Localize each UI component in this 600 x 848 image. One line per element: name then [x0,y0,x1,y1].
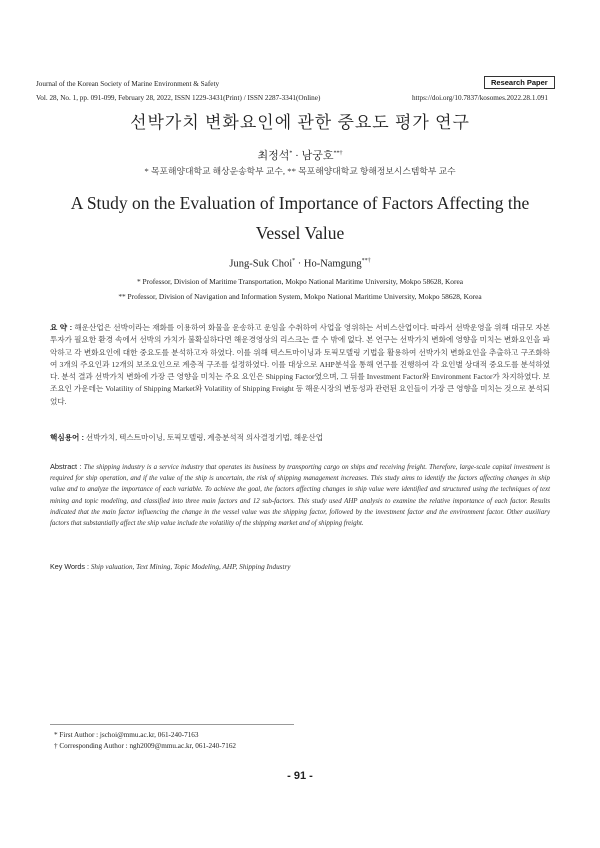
footnote-corresponding-author [54,742,236,750]
korean-summary [50,322,550,408]
english-title-line-1: A Study on the Evaluation of Importance of Factors Affecting the [70,193,530,213]
english-keywords-text: Ship valuation, Text Mining, Topic Modeling, AHP, Shipping Industry [89,563,291,571]
korean-author-2-mark: **† [333,150,343,157]
english-author-1: Jung-Suk Choi [229,258,293,270]
korean-summary-label: 요 약 : [50,323,73,332]
doi-link[interactable]: https://doi.org/10.7837/kosomes.2022.28.1.091 [411,94,548,102]
footnote-first-text: First Author : jschoi@mmu.ac.kr, 061-240-7163 [57,731,199,739]
english-author-1-mark: * [292,258,296,264]
abstract-label: Abstract : [50,462,82,471]
korean-keywords-text: 선박가치, 텍스트마이닝, 토픽모델링, 계층분석적 의사결정기법, 해운산업 [83,433,324,442]
article-type-badge: Research Paper [484,76,555,89]
journal-name: Journal of the Korean Society of Marine Environment & Safety [36,80,220,88]
english-author-2-mark: **† [361,258,371,264]
footnote-first-author [54,731,198,739]
korean-keywords [50,432,550,444]
page-number: - 91 - [287,770,313,782]
english-authors [0,258,600,270]
footnote-first-mark: * [54,731,58,739]
abstract-text: The shipping industry is a service industry that operates its business by transporting cargo on ships and receiving freight. Therefore, large-scale capital investment is required for ship operation, and if the value of the ship is uncertain, the risk of shipping management increases. This study aims to identify the factors affecting changes in ship value and to analyze the importance of each variable. To achieve the goal, the factors affecting changes in ship value were identified and structured using the techniques of text mining and topic modeling, and classified into three main factors and 12 sub-factors. This study used AHP analysis to examine the relative importance of each factor. Results indicated that the main factor influencing the change in the vessel value was the shipping factor, followed by the investment factor and the environment factor. Other auxiliary factors that substantially affect the ship value include the volatility of the shipping market and of shipping freight. [50,464,550,528]
korean-keywords-label: 핵심용어 : [50,433,84,442]
korean-summary-text: 해운산업은 선박이라는 재화를 이용하여 화물을 운송하고 운임을 수취하여 사업을 영위하는 서비스산업이다. 따라서 선박운영을 위해 대규모 자본투자가 필요한 환경 속에서 선박의 가치가 불확실하다면 해운경영상의 리스크는 클 수 밖에 없다. 본 연구는 선박가치 변화에 영향을 미치는 변화요인을 파악하고 각 변화요인에 대한 중요도를 분석하고자 하였다. 이를 위해 텍스트마이닝과 토픽모델링 기법을 활용하여 선박가치 변화요인을 추출하고 구조화하여 3개의 주요인과 12개의 보조요인으로 계층적 구조를 설정하였다. 이를 대상으로 AHP분석을 통해 연구를 진행하여 각 요인별 상대적 중요도를 분석하였다. 분석 결과 선박가치 변화에 가장 큰 영향을 미치는 주요 요인은 Shipping Factor였으며, 그 뒤를 Investment Factor와 Environment Factor가 차지하였다. 보조요인 가운데는 Volatility of Shipping Market와 Volatility of Shipping Freight 등 해운시장의 변동성과 관련된 요인들이 가장 큰 영향을 미치는 것으로 분석되었다. [50,323,550,406]
korean-author-1-mark: * [289,150,293,157]
korean-author-2: 남궁호 [301,150,334,162]
author-separator: · [292,150,302,162]
footnote-corr-text: Corresponding Author : ngh2009@mmu.ac.kr, 061-240-7162 [57,742,237,750]
english-title-line-2: Vessel Value [255,223,345,243]
english-abstract [50,461,550,529]
english-author-2: Ho-Namgung [303,258,362,270]
korean-author-1: 최정석 [257,150,290,162]
author-separator: · [295,258,304,270]
english-keywords [50,562,550,571]
english-keywords-label: Key Words : [50,562,90,571]
english-affiliation-1: * Professor, Division of Maritime Transportation, Mokpo National Maritime University, Mokpo 58628, Korea [136,277,464,286]
english-affiliation-2: ** Professor, Division of Navigation and Information System, Mokpo National Maritime University, Mokpo 58628, Korea [118,292,482,301]
volume-issn-line: Vol. 28, No. 1, pp. 091-099, February 28, 2022, ISSN 1229-3431(Print) / ISSN 2287-3341(Online) [36,94,321,102]
korean-title: 선박가치 변화요인에 관한 중요도 평가 연구 [130,113,470,132]
footnote-rule [50,724,294,725]
english-title [0,190,600,246]
korean-authors [0,147,600,163]
footnote-corr-mark: † [54,742,58,750]
korean-affiliation: * 목포해양대학교 해상운송학부 교수, ** 목포해양대학교 항해정보시스템학부 교수 [144,166,456,176]
